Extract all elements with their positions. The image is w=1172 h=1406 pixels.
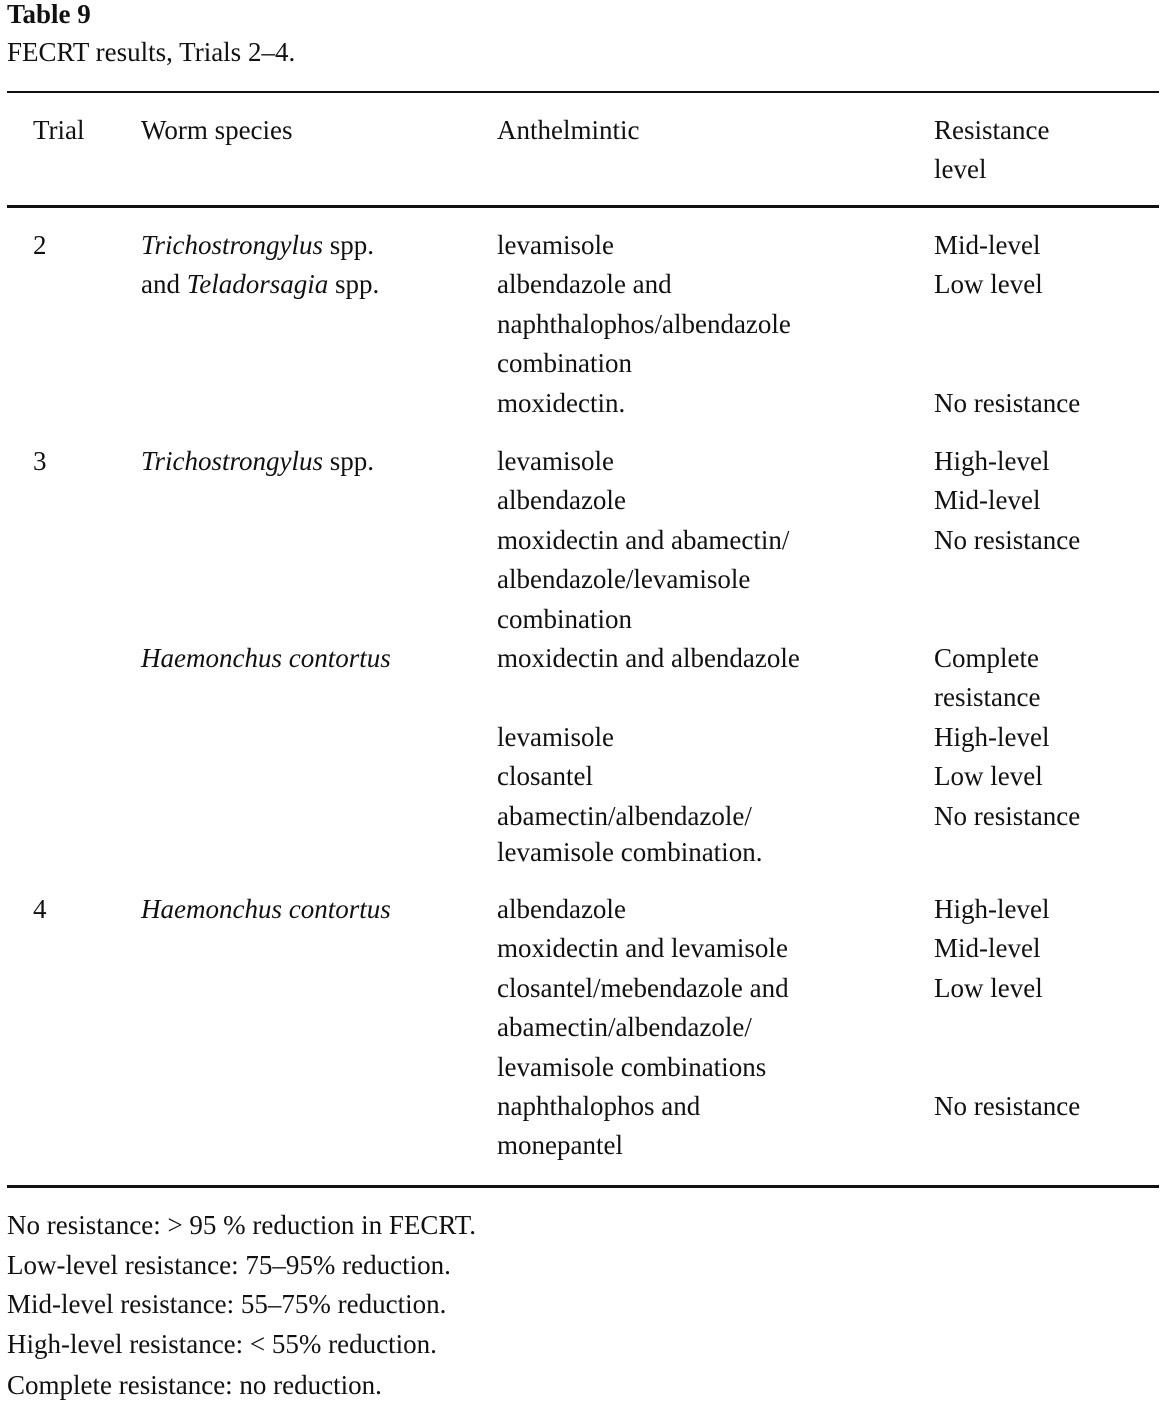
worm-species: [141, 639, 391, 678]
footnote: No resistance: > 95 % reduction in FECRT.: [7, 1210, 477, 1240]
anthelmintic-line: albendazole/levamisole: [497, 564, 751, 595]
worm-species: [141, 442, 374, 481]
anthelmintic-line: levamisole combination.: [497, 836, 763, 867]
anthelmintic-cell: [497, 890, 789, 1166]
footnote: High-level resistance: < 55% reduction.: [7, 1328, 437, 1359]
table-header-rule: [7, 205, 1159, 208]
anthelmintic-line: monepantel: [497, 1130, 623, 1161]
table-top-rule: [7, 91, 1159, 93]
resistance-line: Low level: [934, 269, 1043, 300]
anthelmintic-line: albendazole: [497, 485, 626, 516]
worm-species-line: [141, 442, 374, 481]
resistance-line: High-level: [934, 446, 1050, 476]
anthelmintic-line: moxidectin.: [497, 387, 626, 418]
resistance-line: No resistance: [934, 387, 1081, 418]
worm-species-name: Haemonchus contortus: [141, 894, 391, 924]
resistance-line: Mid-level: [934, 933, 1041, 964]
resistance-line: Mid-level: [934, 230, 1041, 260]
worm-species-line: [141, 226, 379, 265]
footnote: Complete resistance: no reduction.: [7, 1370, 382, 1400]
table-footnotes: [7, 1206, 476, 1406]
anthelmintic-line: naphthalophos/albendazole: [497, 308, 791, 339]
anthelmintic-line: levamisole: [497, 721, 614, 752]
footnote: Mid-level resistance: 55–75% reduction.: [7, 1289, 447, 1319]
header-resistance-line1: Resistance: [934, 115, 1050, 145]
header-worm-species: Worm species: [141, 115, 293, 145]
worm-genus: Teladorsagia: [186, 269, 329, 300]
resistance-cell: [934, 226, 1080, 423]
worm-suffix: spp.: [328, 269, 380, 300]
resistance-line: Complete: [934, 643, 1039, 673]
worm-suffix: spp.: [323, 230, 375, 260]
resistance-line: Low level: [934, 761, 1043, 792]
anthelmintic-cell: [497, 226, 791, 423]
anthelmintic-line: moxidectin and levamisole: [497, 933, 788, 964]
anthelmintic-line: closantel: [497, 761, 593, 792]
resistance-line: Mid-level: [934, 485, 1041, 516]
anthelmintic-line: levamisole: [497, 230, 614, 260]
resistance-line: Low level: [934, 972, 1043, 1003]
anthelmintic-line: abamectin/albendazole/: [497, 800, 752, 831]
resistance-cell: [934, 639, 1080, 836]
resistance-line: No resistance: [934, 800, 1081, 831]
resistance-line: No resistance: [934, 524, 1081, 555]
resistance-cell: [934, 890, 1080, 1126]
anthelmintic-line: combination: [497, 348, 632, 379]
resistance-cell: [934, 442, 1080, 560]
header-resistance-level: [934, 111, 1049, 190]
table-caption: FECRT results, Trials 2–4.: [7, 37, 296, 67]
worm-genus: Trichostrongylus: [141, 230, 324, 260]
anthelmintic-cell: [497, 639, 800, 872]
anthelmintic-line: combination: [497, 603, 632, 634]
resistance-line: resistance: [934, 682, 1041, 713]
header-trial: Trial: [33, 115, 85, 145]
worm-species-name: Haemonchus contortus: [141, 643, 391, 673]
worm-prefix: and: [141, 269, 187, 300]
anthelmintic-line: albendazole: [497, 894, 626, 924]
footnote: Low-level resistance: 75–95% reduction.: [7, 1249, 451, 1280]
anthelmintic-line: moxidectin and abamectin/: [497, 524, 790, 555]
anthelmintic-line: abamectin/albendazole/: [497, 1012, 752, 1043]
worm-genus: Trichostrongylus: [141, 446, 324, 476]
resistance-line: High-level: [934, 894, 1050, 924]
table-label: Table 9: [7, 0, 91, 29]
table-bottom-rule: [7, 1185, 1159, 1188]
worm-species-line: [141, 639, 391, 678]
trial-number: 4: [33, 894, 47, 924]
header-anthelmintic: Anthelmintic: [497, 115, 640, 145]
worm-species: [141, 226, 379, 305]
anthelmintic-line: levamisole combinations: [497, 1051, 767, 1082]
anthelmintic-line: naphthalophos and: [497, 1090, 701, 1121]
worm-suffix: spp.: [323, 446, 375, 476]
trial-number: 3: [33, 446, 47, 476]
trial-number: 2: [33, 230, 47, 260]
anthelmintic-line: closantel/mebendazole and: [497, 972, 789, 1003]
header-resistance-line2: level: [934, 154, 987, 185]
anthelmintic-line: moxidectin and albendazole: [497, 643, 800, 673]
anthelmintic-line: albendazole and: [497, 269, 672, 300]
worm-species-line: [141, 265, 379, 304]
worm-species: [141, 890, 391, 929]
resistance-line: No resistance: [934, 1090, 1081, 1121]
worm-species-line: [141, 890, 391, 929]
anthelmintic-cell: [497, 442, 789, 639]
anthelmintic-line: levamisole: [497, 446, 614, 476]
resistance-line: High-level: [934, 721, 1050, 752]
